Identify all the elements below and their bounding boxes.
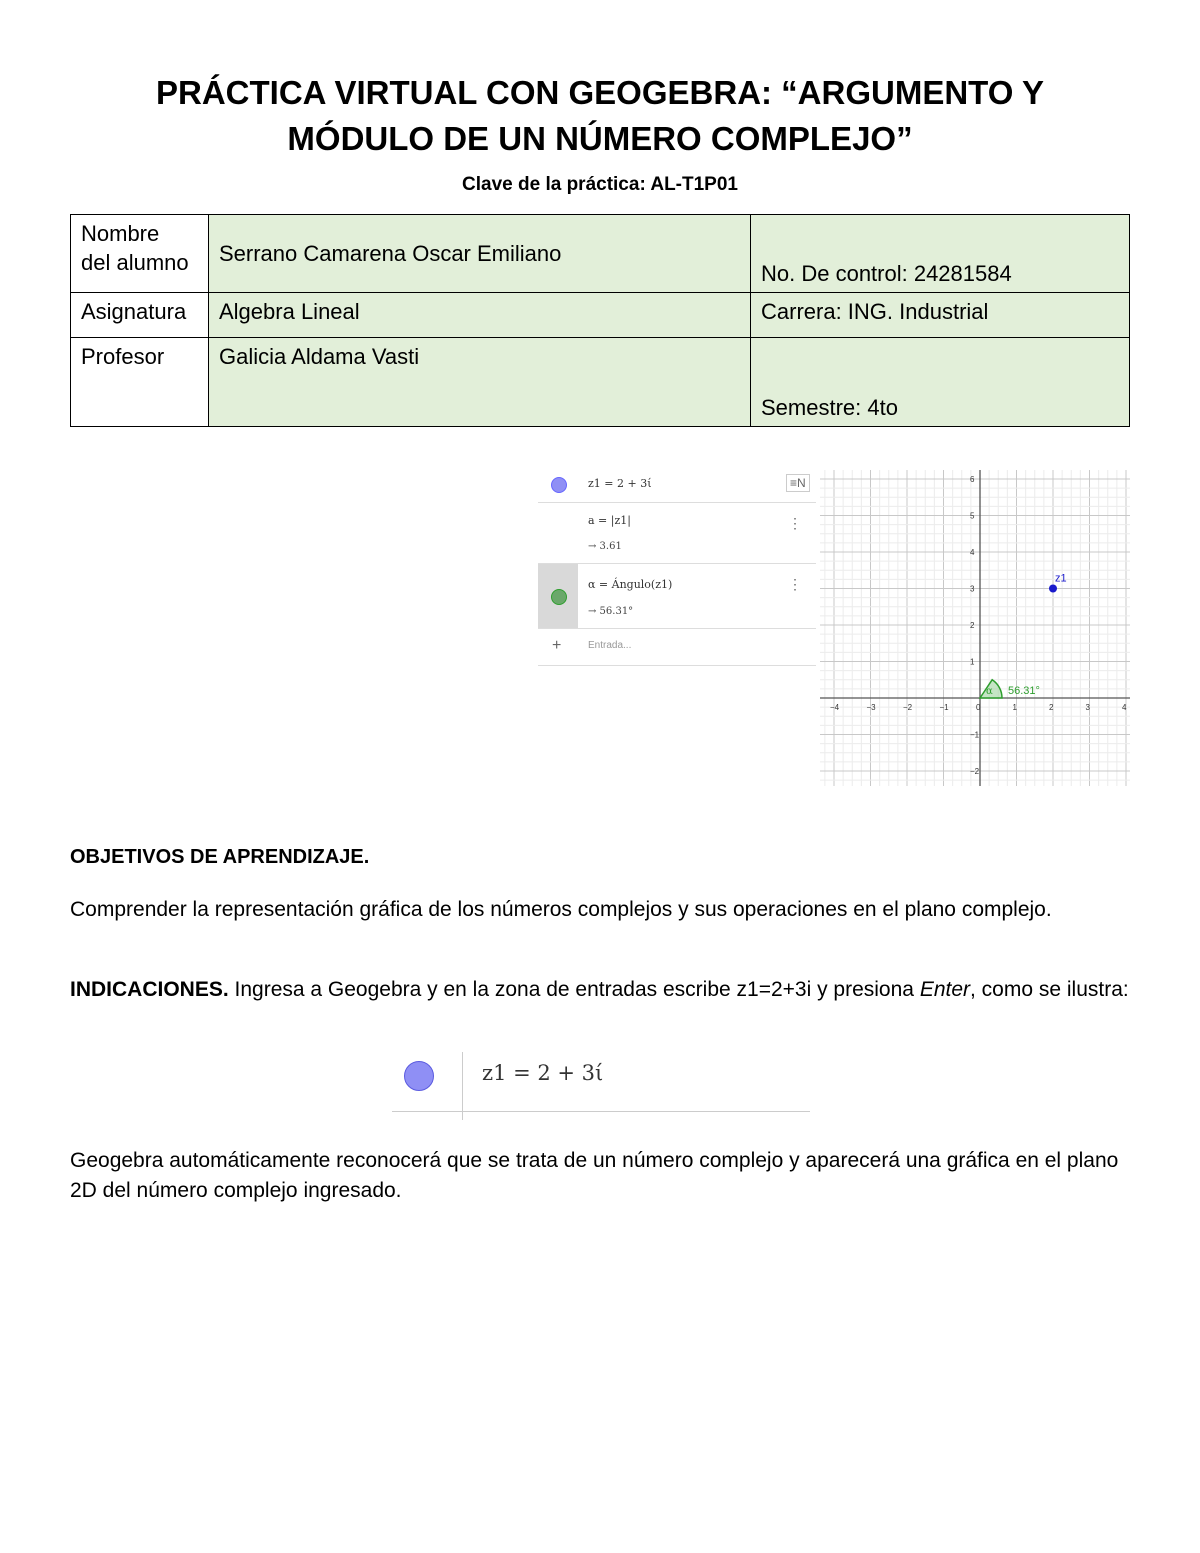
y-tick-label: 5	[970, 511, 975, 521]
title-line-1: PRÁCTICA VIRTUAL CON GEOGEBRA: “ARGUMENTO Y	[156, 74, 1044, 111]
algebra-row-z1[interactable]	[538, 470, 816, 503]
example-expression: z1 = 2 + 3ί	[482, 1061, 604, 1085]
more-options-icon[interactable]: ⋮	[788, 576, 802, 592]
value-control-number: No. De control: 24281584	[751, 215, 1130, 293]
value-professor: Galicia Aldama Vasti	[209, 338, 751, 427]
point-visibility-icon	[404, 1061, 434, 1091]
complex-point-z1[interactable]	[1049, 585, 1057, 593]
title-line-2: MÓDULO DE UN NÚMERO COMPLEJO”	[287, 120, 913, 157]
closing-text: Geogebra automáticamente reconocerá que se trata de un número complejo y aparecerá una gráfica en el plano 2D del número complejo ingresado.	[70, 1149, 1119, 1202]
x-tick-label: −3	[866, 703, 876, 712]
x-tick-label: 0	[976, 703, 981, 712]
practice-key: Clave de la práctica: AL-T1P01	[462, 174, 738, 195]
table-row	[71, 338, 1130, 427]
y-tick-label: 4	[970, 548, 975, 557]
label-student-name: Nombre del alumno	[71, 215, 209, 293]
angle-symbol: α	[986, 686, 993, 697]
x-tick-label: 2	[1049, 703, 1054, 712]
x-tick-label: −1	[939, 703, 949, 712]
input-placeholder[interactable]: Entrada...	[588, 640, 632, 651]
algebra-row-modulus[interactable]	[538, 503, 816, 564]
value-semester: Semestre: 4to	[751, 338, 1130, 427]
divider	[462, 1052, 463, 1120]
x-tick-label: 3	[1085, 703, 1090, 712]
angle-label: 56.31°	[1008, 685, 1040, 697]
label-professor: Profesor	[71, 338, 209, 427]
objectives-heading: OBJETIVOS DE APRENDIZAJE.	[70, 846, 370, 868]
page-title	[70, 70, 1130, 162]
x-tick-label: −2	[903, 703, 913, 712]
value-subject: Algebra Lineal	[209, 293, 751, 338]
algebra-view	[538, 470, 816, 666]
divider	[392, 1111, 810, 1112]
algebra-expression: α = Ángulo(z1)	[588, 578, 673, 591]
algebra-menu-icon[interactable]: ≡N	[786, 474, 810, 492]
x-tick-label: 4	[1122, 703, 1127, 712]
algebra-input-row[interactable]	[538, 629, 816, 666]
value-career: Carrera: ING. Industrial	[751, 293, 1130, 338]
y-tick-label: −1	[970, 730, 980, 740]
objectives-text: Comprender la representación gráfica de los números complejos y sus operaciones en el plano complejo.	[70, 898, 1052, 921]
label-subject: Asignatura	[71, 293, 209, 338]
geogebra-screenshot	[538, 470, 1130, 786]
indications-paragraph: INDICACIONES. Ingresa a Geogebra y en la zona de entradas escribe z1=2+3i y presiona Enter, como se ilustra:	[70, 978, 1129, 1001]
algebra-output: → 56.31°	[588, 606, 634, 617]
table-row	[71, 215, 1130, 293]
y-tick-label: 1	[970, 657, 975, 667]
more-options-icon[interactable]: ⋮	[788, 515, 802, 531]
y-tick-label: 3	[970, 584, 975, 594]
plus-icon[interactable]: +	[552, 637, 562, 654]
geogebra-input-example	[392, 1052, 810, 1122]
y-tick-label: 2	[970, 621, 975, 630]
point-visibility-icon[interactable]	[551, 477, 567, 493]
algebra-row-angle[interactable]	[538, 564, 816, 629]
x-tick-label: −4	[830, 703, 840, 712]
graphics-view	[820, 470, 1130, 786]
value-student-name: Serrano Camarena Oscar Emiliano	[209, 215, 751, 293]
x-tick-label: 1	[1012, 703, 1017, 712]
table-row	[71, 293, 1130, 338]
algebra-expression: a = |z1|	[588, 514, 631, 527]
algebra-output: → 3.61	[588, 541, 622, 552]
student-info-table	[70, 214, 1130, 427]
y-tick-label: −2	[970, 767, 980, 776]
angle-visibility-icon[interactable]	[551, 589, 567, 605]
algebra-expression: z1 = 2 + 3ί	[588, 477, 652, 490]
y-tick-label: 6	[970, 475, 975, 484]
point-label: z1	[1055, 572, 1067, 585]
